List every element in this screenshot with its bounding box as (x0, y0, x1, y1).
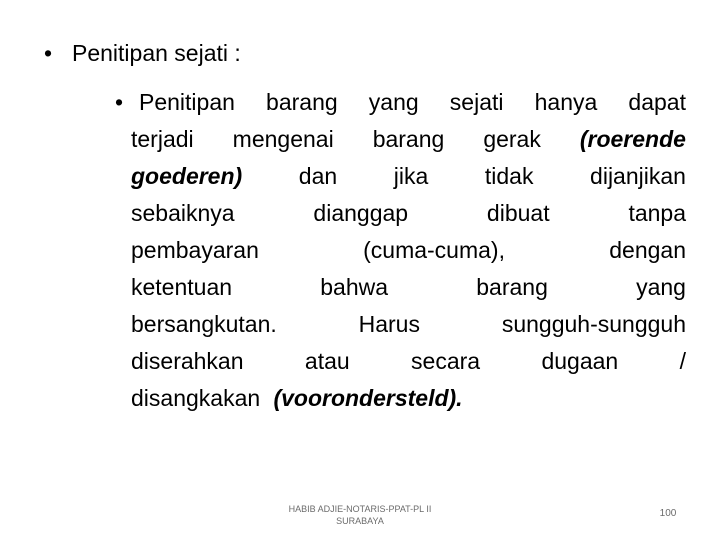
word: gerak (483, 126, 541, 152)
paragraph-line-7 (131, 306, 686, 343)
word: bersangkutan. (131, 311, 277, 337)
word: Penitipan (139, 89, 235, 115)
word: bahwa (320, 274, 389, 300)
footer-line-2: SURABAYA (336, 516, 384, 526)
word: (cuma-cuma), (363, 237, 505, 263)
word: pembayaran (131, 237, 259, 263)
emphasis-term: (voorondersteld). (273, 385, 463, 411)
page-number: 100 (659, 508, 677, 519)
word: sebaiknya (131, 200, 235, 226)
word: hanya (534, 89, 598, 115)
word: dianggap (313, 200, 409, 226)
word: barang (266, 89, 338, 115)
paragraph-line-5 (131, 232, 686, 269)
word: diserahkan (131, 348, 244, 374)
paragraph-line-3 (131, 158, 686, 195)
word: dapat (628, 89, 686, 115)
word: dan (298, 163, 338, 189)
word: yang (636, 274, 686, 300)
word: barang (372, 126, 445, 152)
paragraph-line-9 (131, 380, 686, 417)
word: tidak (484, 163, 534, 189)
word: dugaan (541, 348, 619, 374)
word: ketentuan (131, 274, 233, 300)
paragraph-line-8 (131, 343, 686, 380)
bullet-icon: • (44, 40, 53, 66)
word: sejati (449, 89, 504, 115)
paragraph-line-6 (131, 269, 686, 306)
word: terjadi (131, 126, 194, 152)
heading-text: Penitipan sejati : (72, 40, 241, 66)
paragraph-line-1 (139, 84, 686, 121)
word: / (679, 348, 686, 374)
word: secara (411, 348, 481, 374)
paragraph-line-2 (131, 121, 686, 158)
word: yang (368, 89, 419, 115)
heading-bullet-item (44, 38, 241, 68)
word: mengenai (232, 126, 334, 152)
word: jika (393, 163, 429, 189)
footer-line-1: HABIB ADJIE-NOTARIS-PPAT-PL II (288, 504, 432, 514)
sub-bullet-icon: • (115, 89, 124, 115)
emphasis-term: (roerende (579, 126, 686, 152)
paragraph-line-4 (131, 195, 686, 232)
word: atau (304, 348, 350, 374)
word: Harus (358, 311, 420, 337)
emphasis-term: goederen) (131, 163, 243, 189)
footer-text (270, 503, 450, 527)
word: sungguh-sungguh (501, 311, 686, 337)
word: disangkakan (131, 385, 261, 411)
word: barang (476, 274, 548, 300)
word: dijanjikan (590, 163, 686, 189)
word: tanpa (628, 200, 686, 226)
word: dengan (609, 237, 686, 263)
word: dibuat (486, 200, 550, 226)
